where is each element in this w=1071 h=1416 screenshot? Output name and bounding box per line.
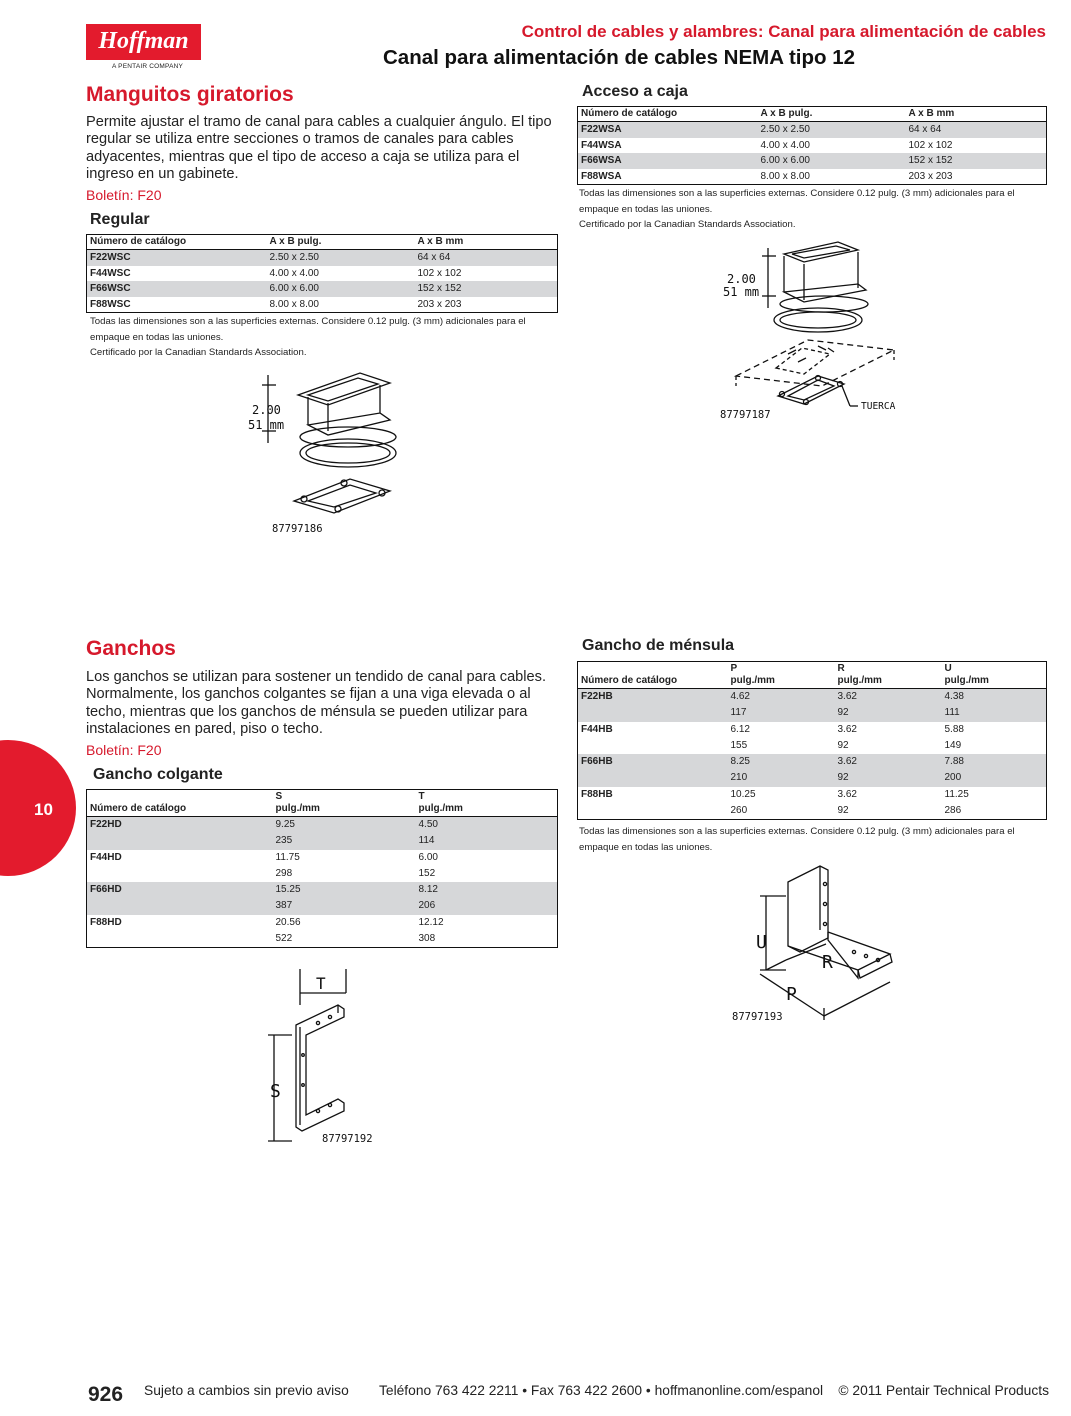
table-row	[578, 787, 1047, 803]
table-row	[87, 266, 558, 282]
note-line: Certificado por la Canadian Standards Association.	[579, 219, 796, 230]
catalog-number: F66WSC	[87, 281, 267, 297]
table-cell: 92	[835, 770, 942, 786]
regular-dim-mm: 51 mm	[248, 418, 285, 432]
header-category: Control de cables y alambres: Canal para alimentación de cables	[521, 22, 1046, 41]
manguitos-description: Permite ajustar el tramo de canal para cables a cualquier ángulo. El tipo regular se utiliza entre secciones o tramos de canales para cables adyacentes, mientras que el tipo de acceso a caja se utiliza para el ingreso en un gabinete.	[86, 114, 552, 183]
regular-dim-in: 2.00	[252, 403, 281, 417]
table-cell: 3.62	[835, 754, 942, 770]
table-cell: 4.38	[942, 689, 1047, 706]
table-cell: 260	[730, 805, 748, 817]
catalog-number: F88HD	[90, 916, 122, 928]
col-letter: S	[275, 791, 283, 802]
table-cell: 2.50 x 2.50	[758, 122, 906, 138]
note-line: empaque en todas las uniones.	[579, 203, 713, 215]
col-header	[942, 662, 1047, 689]
table-cell: 149	[944, 739, 962, 751]
table-cell: 11.25	[944, 788, 969, 800]
table-cell: 11.75	[275, 851, 300, 863]
catalog-number: F66WSA	[578, 153, 758, 169]
catalog-number: F44WSA	[581, 139, 622, 151]
hanger-figure-code: 87797192	[322, 1133, 373, 1145]
catalog-number: F66HD	[87, 882, 273, 898]
table-cell: 92	[837, 805, 849, 817]
table-cell: 4.00 x 4.00	[760, 139, 810, 151]
table-cell: 6.00	[418, 851, 438, 863]
page-number: 926	[88, 1383, 124, 1406]
table-cell: 203 x 203	[417, 298, 462, 310]
label-t: T	[316, 974, 326, 993]
table-cell: 64 x 64	[906, 122, 1047, 138]
note-line: Todas las dimensiones son a las superficies externas. Considere 0.12 pulg. (3 mm) adicionales para el	[579, 188, 1015, 199]
logo-tagline: A PENTAIR COMPANY	[112, 63, 184, 70]
section-title-ganchos: Ganchos	[86, 637, 176, 660]
table-cell: 8.00 x 8.00	[269, 298, 319, 310]
table-cell: 20.56	[275, 916, 301, 928]
table-row	[578, 803, 1047, 820]
mensula-notes	[579, 824, 1015, 855]
table-row	[87, 833, 558, 849]
table-cell: 206	[416, 898, 558, 914]
note-line: empaque en todas las uniones.	[579, 841, 713, 853]
table-cell: 9.25	[273, 817, 416, 834]
table-cell: 155	[730, 739, 748, 751]
table-cell: 114	[416, 833, 558, 849]
col-header: A x B mm	[415, 235, 558, 250]
table-row	[87, 817, 558, 834]
bracket-hook-figure	[730, 860, 905, 1030]
table-row	[578, 153, 1047, 169]
table-row	[578, 770, 1047, 786]
table-row	[87, 898, 558, 914]
table-cell: 2.50 x 2.50	[267, 250, 415, 266]
label-s: S	[270, 1081, 281, 1102]
table-cell: 6.00 x 6.00	[267, 281, 415, 297]
table-row	[87, 250, 558, 266]
col-header: A x B pulg.	[267, 235, 415, 250]
col-header: Número de catálogo	[87, 790, 273, 817]
table-cell: 152 x 152	[906, 153, 1047, 169]
table-row	[578, 138, 1047, 154]
footer-contact: Teléfono 763 422 2211 • Fax 763 422 2600 • hoffmanonline.com/espanol	[379, 1383, 824, 1398]
table-cell: 117	[728, 705, 835, 721]
nut-label: TUERCA	[861, 401, 896, 412]
catalog-number: F66HB	[578, 754, 728, 770]
col-letter: R	[837, 663, 845, 674]
col-header: Número de catálogo	[578, 107, 758, 122]
mensula-table	[577, 661, 1047, 820]
col-units: pulg./mm	[837, 675, 882, 686]
table-cell: 4.00 x 4.00	[269, 267, 319, 279]
box-access-sleeve-figure	[718, 238, 908, 423]
table-cell: 210	[728, 770, 835, 786]
table-cell: 6.00 x 6.00	[758, 153, 906, 169]
table-row	[87, 297, 558, 313]
table-row	[578, 738, 1047, 754]
subtitle-mensula: Gancho de ménsula	[582, 637, 735, 654]
chapter-tab-number: 10	[34, 800, 53, 819]
table-cell: 102 x 102	[908, 139, 953, 151]
table-cell: 3.62	[837, 723, 857, 735]
col-letter: P	[730, 663, 738, 674]
table-row	[578, 122, 1047, 138]
col-header	[728, 662, 835, 689]
hanger-figure	[262, 965, 392, 1150]
table-cell: 8.25	[728, 754, 835, 770]
catalog-number: F44HB	[581, 723, 613, 735]
table-row	[578, 689, 1047, 706]
regular-figure-code: 87797186	[272, 523, 323, 535]
table-cell: 6.12	[730, 723, 750, 735]
catalog-number: F22HB	[578, 689, 728, 706]
subtitle-acceso: Acceso a caja	[582, 83, 688, 100]
catalog-number: F22WSC	[87, 250, 267, 266]
table-row	[87, 866, 558, 882]
col-units: pulg./mm	[275, 803, 320, 814]
bracket-figure-code: 87797193	[732, 1011, 783, 1023]
footer-copyright: © 2011 Pentair Technical Products	[838, 1383, 1049, 1398]
table-cell: 5.88	[944, 723, 964, 735]
catalog-number: F22HD	[87, 817, 273, 834]
note-line: Todas las dimensiones son a las superficies externas. Considere 0.12 pulg. (3 mm) adicionales para el	[90, 316, 526, 327]
col-header	[273, 790, 416, 817]
table-cell: 522	[275, 933, 293, 945]
acceso-figure-code: 87797187	[720, 409, 771, 421]
subtitle-colgante: Gancho colgante	[93, 766, 223, 783]
table-cell: 15.25	[273, 882, 416, 898]
acceso-dim-mm: 51 mm	[723, 285, 760, 299]
ganchos-bulletin: Boletín: F20	[86, 742, 162, 758]
table-cell: 286	[944, 805, 962, 817]
table-row	[87, 281, 558, 297]
col-header: Número de catálogo	[87, 235, 267, 250]
colgante-table	[86, 789, 558, 948]
table-cell: 200	[942, 770, 1047, 786]
note-line: Todas las dimensiones son a las superficies externas. Considere 0.12 pulg. (3 mm) adicionales para el	[579, 826, 1015, 837]
table-row	[578, 722, 1047, 738]
col-units: pulg./mm	[418, 803, 463, 814]
table-cell: 92	[835, 705, 942, 721]
table-cell: 203 x 203	[908, 170, 953, 182]
catalog-number: F88HB	[581, 788, 613, 800]
table-cell: 387	[273, 898, 416, 914]
col-header	[835, 662, 942, 689]
table-cell: 152	[418, 867, 436, 879]
regular-table	[86, 234, 558, 313]
catalog-number: F44HD	[90, 851, 122, 863]
table-cell: 10.25	[730, 788, 756, 800]
col-units: pulg./mm	[944, 675, 989, 686]
note-line: empaque en todas las uniones.	[90, 331, 224, 343]
table-row	[578, 705, 1047, 721]
table-cell: 111	[942, 705, 1047, 721]
table-cell: 8.12	[416, 882, 558, 898]
col-header	[416, 790, 558, 817]
catalog-number: F88WSA	[581, 170, 622, 182]
note-line: Certificado por la Canadian Standards Association.	[90, 347, 307, 358]
acceso-notes	[579, 186, 1015, 233]
page-title: Canal para alimentación de cables NEMA tipo 12	[383, 46, 856, 69]
section-title-manguitos: Manguitos giratorios	[86, 83, 294, 106]
table-cell: 298	[275, 867, 293, 879]
table-cell: 64 x 64	[415, 250, 558, 266]
label-r: R	[822, 952, 833, 973]
table-cell: 102 x 102	[417, 267, 462, 279]
col-header: A x B mm	[906, 107, 1047, 122]
table-cell: 3.62	[837, 788, 857, 800]
table-cell: 4.50	[416, 817, 558, 834]
col-letter: T	[418, 791, 425, 802]
catalog-number: F44WSC	[90, 267, 131, 279]
table-cell: 7.88	[942, 754, 1047, 770]
acceso-dim-in: 2.00	[727, 272, 756, 286]
table-cell: 308	[418, 933, 436, 945]
col-letter: U	[944, 663, 952, 674]
table-cell: 12.12	[418, 916, 444, 928]
footer-notice: Sujeto a cambios sin previo aviso	[144, 1383, 349, 1398]
acceso-table	[577, 106, 1047, 185]
col-units: pulg./mm	[730, 675, 775, 686]
manguitos-bulletin: Boletín: F20	[86, 187, 162, 203]
catalog-number: F22WSA	[578, 122, 758, 138]
table-row	[578, 754, 1047, 770]
table-cell: 235	[273, 833, 416, 849]
label-p: P	[786, 984, 797, 1005]
table-row	[578, 169, 1047, 185]
table-cell: 92	[837, 739, 849, 751]
table-row	[87, 882, 558, 898]
table-cell: 4.62	[728, 689, 835, 706]
col-header: Número de catálogo	[578, 662, 728, 689]
regular-notes	[90, 314, 526, 361]
table-row	[87, 915, 558, 931]
hoffman-logo: Hoffman	[86, 24, 201, 60]
label-u: U	[756, 932, 767, 953]
col-header: A x B pulg.	[758, 107, 906, 122]
table-cell: 8.00 x 8.00	[760, 170, 810, 182]
table-cell: 152 x 152	[415, 281, 558, 297]
ganchos-description: Los ganchos se utilizan para sostener un tendido de canal para cables. Normalmente, los ganchos colgantes se fijan a una viga elevada o al techo, mientras que los ganchos de ménsula se pueden utilizar para instalaciones en pared, piso o techo.	[86, 669, 547, 738]
regular-sleeve-figure	[240, 365, 420, 535]
table-cell: 3.62	[835, 689, 942, 706]
table-row	[87, 931, 558, 948]
subtitle-regular: Regular	[90, 211, 150, 228]
table-row	[87, 850, 558, 866]
catalog-number: F88WSC	[90, 298, 131, 310]
